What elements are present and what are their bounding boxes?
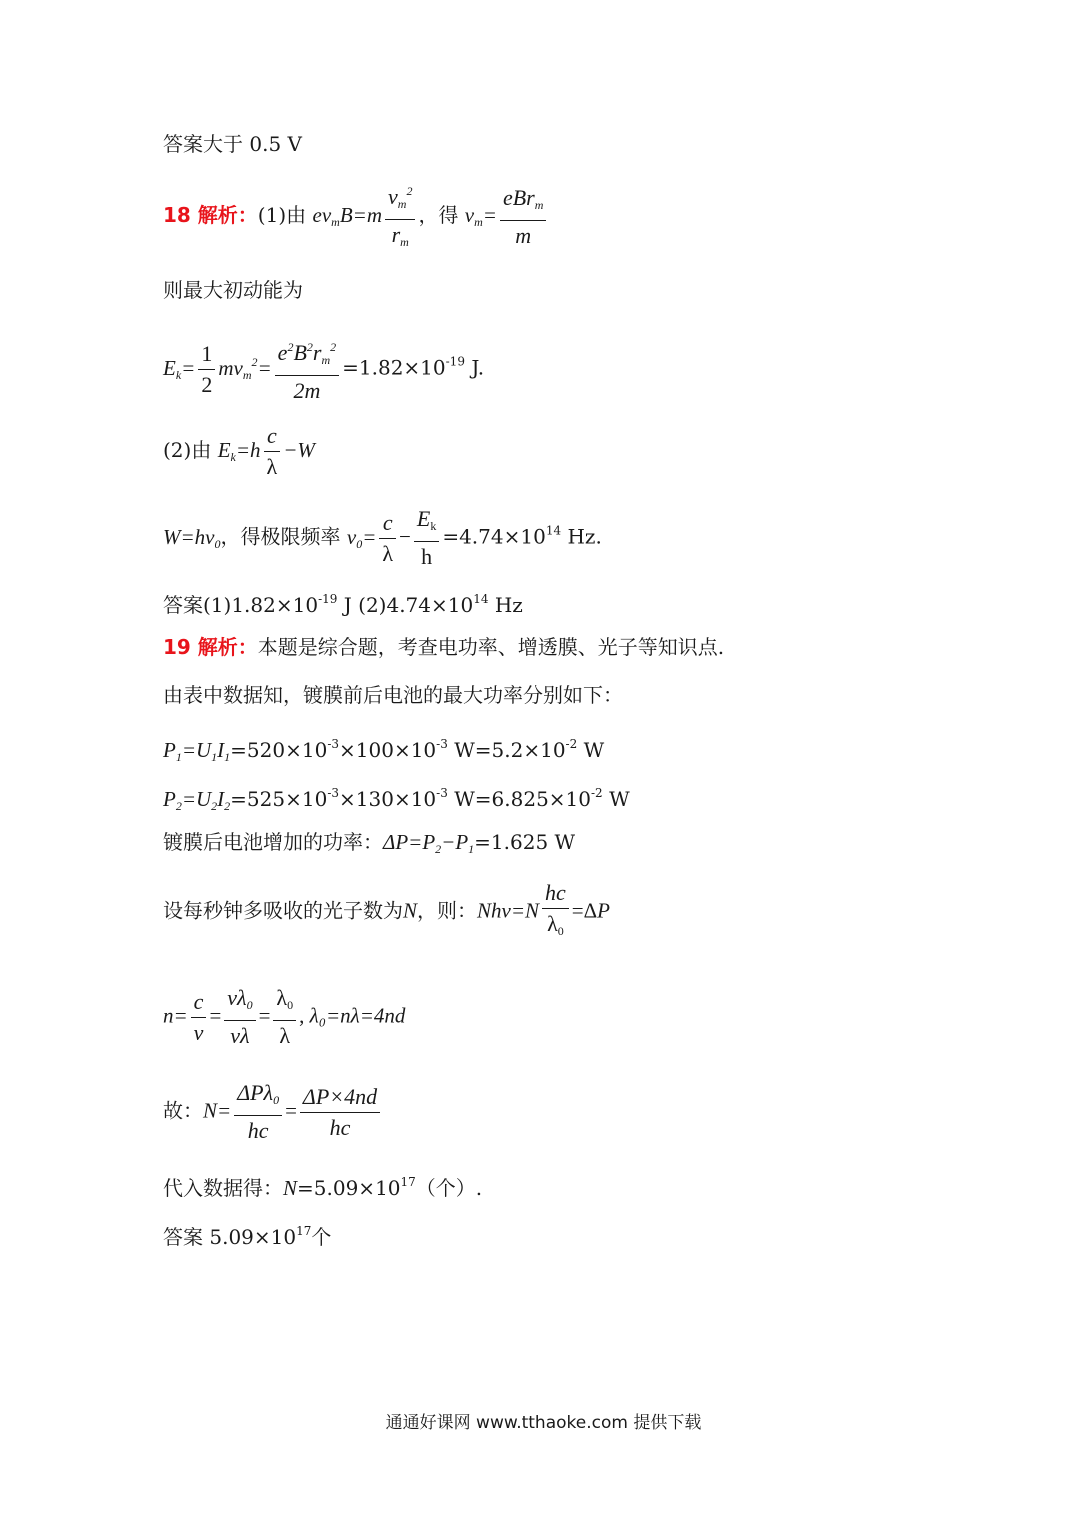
footer-source: 通通好课网 www.tthaoke.com 提供下载: [385, 1413, 702, 1433]
p2-value: =525×10: [230, 787, 328, 811]
p1-equation: $P_1=U_1I_1=520\times 10^{-3}\times 100\times 10^{-3}$ $W=5.2\times 10^{-2}$ W: [163, 737, 605, 764]
fraction-eBrm-m: $\frac{eBr_m}{m}$: [500, 185, 546, 249]
n-unit: （个）.: [415, 1176, 483, 1200]
fraction-ek-expression: $\frac{e^2B^2r_m^2}{2m}$: [275, 334, 339, 404]
q18-ek-unit: J.: [471, 355, 485, 380]
answer18-exp1: -19: [318, 592, 338, 606]
answer-19: [163, 1217, 331, 1251]
answer18-mid: J (2)4.74×10: [343, 593, 474, 617]
answer18-unit: Hz: [494, 593, 523, 617]
eq-lorentz-lhs: $ev_mB=m$: [312, 203, 382, 229]
p2-exp2: -3: [436, 786, 448, 800]
fraction-hc-lambda0: $\frac{hc}{\lambda_0}$: [542, 880, 569, 944]
answer19-exp: 17: [296, 1224, 312, 1238]
answer18-exp2: 14: [473, 592, 489, 606]
fraction-c-lambda-2: $\frac{c}{\lambda}$: [379, 510, 396, 567]
p1-exp3: -2: [565, 737, 578, 751]
q18-part1: [163, 178, 549, 255]
q18-v0-value: =4.74×10: [442, 524, 546, 549]
q18-ek-exp: -19: [445, 354, 465, 369]
photon-text: 设每秒钟多吸收的光子数为: [163, 898, 403, 923]
fraction-dp-lambda0-hc: $\frac{\Delta P\lambda_0}{hc}$: [234, 1080, 282, 1144]
fraction-c-lambda: $\frac{c}{\lambda}$: [264, 423, 281, 480]
p1-exp1: -3: [327, 737, 340, 751]
delta-p-line: 镀膜后电池增加的功率：$\Delta P=P_2-P_1=1.625$ W: [163, 830, 576, 856]
substitute-line: 代入数据得：$N=5.09\times 10^{17}$（个）.: [163, 1175, 483, 1200]
fraction-vm2-rm: $\frac{v_m^2}{r_m}$: [385, 178, 415, 255]
refractive-index-line: n= $\frac{c}{v}$ = $\frac{v\lambda_0}{v\lambda}$ = $\frac{\lambda_0}{\lambda}$ , λ₀=nλ=4nd: [163, 985, 406, 1048]
n-exp: 17: [400, 1175, 416, 1189]
p1-value: =520×10: [230, 738, 328, 762]
eq-vm: $v_m=$: [464, 203, 497, 229]
p2-mid: ×130×10: [339, 787, 437, 811]
q18-ek-equation: $E_k=$ $\frac{1}{2}$ $mv_m^2=$ $\frac{e^2B^2r_m^2}{2m}$ $=1.82\times 10^{-19}$ J.: [163, 334, 484, 404]
therefore-line: 故：N= $\frac{\Delta P\lambda_0}{hc}$ = $\frac{\Delta P\times 4nd}{hc}$: [163, 1080, 383, 1144]
q18-work-function: $W=hv_0$，得极限频率 $v_0=$ $\frac{c}{\lambda}$ − $\frac{E_k}{h}$ $=4.74\times 10^{14}$ Hz.: [163, 506, 602, 569]
p2-tail: W=6.825×10: [454, 787, 591, 811]
q19-intro-text: 本题是综合题，考查电功率、增透膜、光子等知识点.: [257, 635, 725, 659]
q18-max-ke: 则最大初动能为: [163, 278, 303, 302]
q18-get-text: ，得: [418, 203, 459, 227]
answer19-prefix: 答案 5.09×10: [163, 1225, 297, 1249]
q19-label: 19 解析：: [163, 635, 258, 659]
q18-w-text: ，得极限频率: [220, 524, 341, 549]
p2-exp1: -3: [327, 786, 340, 800]
fraction-ek-h: $\frac{E_k}{h}$: [414, 506, 439, 570]
fraction-half: $\frac{1}{2}$: [198, 341, 215, 398]
p2-unit: W: [609, 787, 630, 811]
q19-intro: [163, 633, 724, 661]
substitute-text: 代入数据得：: [163, 1176, 283, 1200]
fraction-lambda0-lambda: $\frac{\lambda_0}{\lambda}$: [273, 985, 296, 1049]
answer-18: [163, 585, 523, 619]
q18-ek-value: =1.82×10: [342, 355, 446, 380]
p1-exp2: -3: [436, 737, 448, 751]
p1-unit: W: [583, 738, 605, 762]
q18-part2-text: (2)由: [163, 438, 212, 462]
p1-mid: ×100×10: [339, 738, 437, 762]
fraction-vlambda0-vlambda: $\frac{v\lambda_0}{v\lambda}$: [224, 985, 255, 1049]
q18-label: 18 解析：: [163, 203, 258, 227]
photon-then: ，则：: [417, 898, 478, 923]
therefore-text: 故：: [163, 1098, 203, 1123]
p1-tail: W=5.2×10: [454, 738, 566, 762]
p2-exp3: -2: [591, 786, 603, 800]
photon-count-line: 设每秒钟多吸收的光子数为N，则：Nhv=N $\frac{hc}{\lambda_0}$ =ΔP: [163, 880, 610, 944]
q18-part2: (2)由 $E_k=h$ $\frac{c}{\lambda}$ −W: [163, 423, 315, 479]
dp-text: 镀膜后电池增加的功率：: [163, 830, 383, 854]
answer19-unit: 个: [311, 1225, 332, 1249]
fraction-c-v: $\frac{c}{v}$: [191, 989, 207, 1046]
dp-value: =1.625 W: [474, 830, 576, 854]
answer18-prefix: 答案(1)1.82×10: [163, 593, 319, 617]
fraction-dp-4nd-hc: $\frac{\Delta P\times 4nd}{hc}$: [300, 1084, 380, 1141]
answer-17: 答案大于 0.5 V: [163, 132, 302, 156]
q19-table-note: 由表中数据知，镀膜前后电池的最大功率分别如下：: [163, 683, 623, 707]
lambda-relation: λ₀=nλ=4nd: [309, 1003, 406, 1028]
q18-part1-text: (1)由: [257, 203, 307, 227]
p2-equation: $P_2=U_2I_2=525\times 10^{-3}\times 130\times 10^{-3}$ $W=6.825\times 10^{-2}$ W: [163, 786, 630, 813]
q18-v0-unit: Hz.: [567, 524, 602, 549]
n-value: =5.09×10: [297, 1176, 401, 1200]
q18-v0-exp: 14: [545, 523, 562, 538]
